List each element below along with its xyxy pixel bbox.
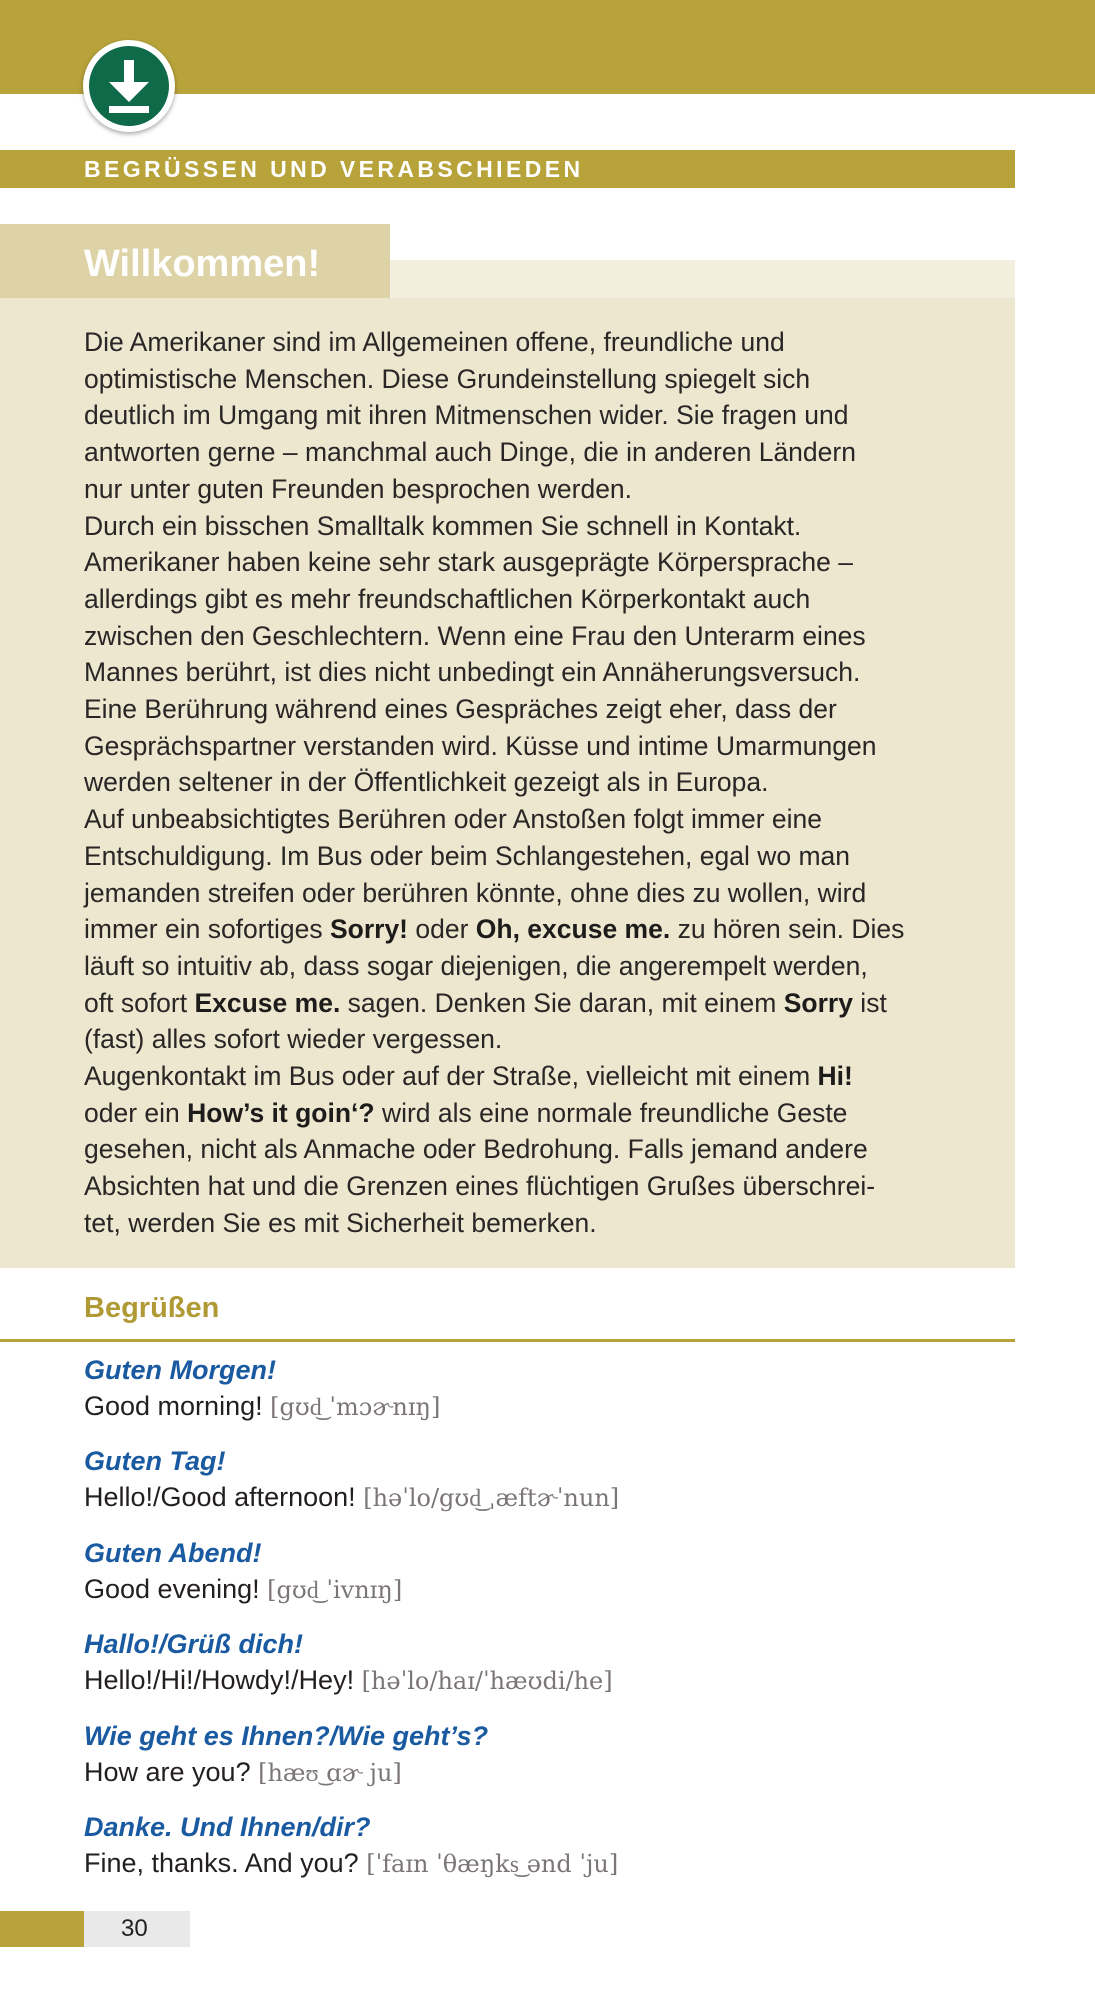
phrase-german: Guten Tag! [84, 1446, 226, 1476]
phrase-pronunciation: [həˈlo/gʊd͜ ˌæftɚˈnun] [363, 1484, 620, 1512]
body-text-run: Gesprächspartner verstanden wird. Küsse und intime Umarmungen [84, 730, 877, 761]
body-text-run: antworten gerne – manchmal auch Dinge, die in anderen Ländern [84, 437, 856, 468]
phrase-english-line [84, 1662, 984, 1699]
body-text-run: ist [852, 987, 887, 1018]
page-number-box [84, 1911, 190, 1947]
body-text-run: läuft so intuitiv ab, dass sogar diejenigen, die angerempelt werden, [84, 950, 868, 981]
body-text-run: immer ein sofortiges [84, 914, 330, 945]
body-text-run: Die Amerikaner sind im Allgemeinen offene, freundliche und [84, 327, 785, 357]
body-text-run: Amerikaner haben keine sehr stark ausgeprägte Körpersprache – [84, 547, 853, 578]
body-text-run: tet, werden Sie es mit Sicherheit bemerken. [84, 1207, 597, 1238]
phrase-pronunciation: [həˈlo/haɪ/ˈhæʊdi/he] [361, 1667, 613, 1695]
phrase-english: Hello!/Hi!/Howdy!/Hey! [84, 1665, 355, 1695]
welcome-header-strip [390, 260, 1015, 298]
body-text-run: werden seltener in der Öffentlichkeit gezeigt als in Europa. [84, 767, 769, 798]
emphasized-phrase: Hi! [817, 1061, 853, 1092]
welcome-info-box [0, 298, 1015, 1268]
body-text-run: allerdings gibt es mehr freundschaftlichen Körperkontakt auch [84, 583, 811, 614]
phrase-german: Wie geht es Ihnen?/Wie geht’s? [84, 1721, 489, 1751]
body-text-run: zwischen den Geschlechtern. Wenn eine Frau den Unterarm eines [84, 620, 866, 651]
body-text-run: jemanden streifen oder berühren könnte, ohne dies zu wollen, wird [84, 877, 867, 908]
emphasized-phrase: How’s it goin‘? [187, 1097, 375, 1128]
phrase-english-line [84, 1571, 984, 1608]
emphasized-phrase: Excuse me. [194, 987, 341, 1018]
download-arrow-icon[interactable] [83, 40, 175, 132]
phrase-item [84, 1352, 984, 1425]
phrase-english: Good evening! [84, 1574, 260, 1604]
emphasized-phrase: Oh, excuse me. [475, 914, 671, 945]
body-text-run: Eine Berührung während eines Gespräches zeigt eher, dass der [84, 694, 837, 725]
welcome-title: Willkommen! [84, 243, 321, 285]
section-title: BEGRÜSSEN UND VERABSCHIEDEN [84, 156, 584, 182]
phrase-english: Good morning! [84, 1391, 263, 1421]
body-text-run: oder [408, 914, 476, 945]
phrase-item [84, 1809, 984, 1882]
body-text-run: Durch ein bisschen Smalltalk kommen Sie schnell in Kontakt. [84, 510, 802, 541]
greetings-divider [0, 1339, 1015, 1342]
phrase-pronunciation: [ˈfaɪn ˈθæŋks͜ ənd ˈju] [366, 1850, 619, 1878]
body-text-run: wird als eine normale freundliche Geste [374, 1097, 848, 1128]
body-text-run: sagen. Denken Sie daran, mit einem [340, 987, 784, 1018]
phrase-item [84, 1535, 984, 1608]
phrase-english-line [84, 1754, 984, 1791]
footer-color-bar [0, 1911, 84, 1947]
body-text-run: Absichten hat und die Grenzen eines flüchtigen Grußes überschrei- [84, 1171, 876, 1202]
body-text-run: oder ein [84, 1097, 188, 1128]
phrase-english-line [84, 1845, 984, 1882]
body-text-run: Entschuldigung. Im Bus oder beim Schlangestehen, egal wo man [84, 840, 851, 871]
phrase-english-line [84, 1479, 984, 1516]
body-text-run: Augenkontakt im Bus oder auf der Straße, vielleicht mit einem [84, 1061, 818, 1092]
phrase-german: Danke. Und Ihnen/dir? [84, 1812, 371, 1842]
body-text-run: optimistische Menschen. Diese Grundeinstellung spiegelt sich [84, 363, 811, 394]
emphasized-phrase: Sorry! [329, 914, 409, 945]
phrase-english-line [84, 1388, 984, 1425]
body-text-run: Mannes berührt, ist dies nicht unbedingt ein Annäherungsversuch. [84, 657, 861, 688]
body-text-run: oft sofort [84, 987, 195, 1018]
body-text-run: (fast) alles sofort wieder vergessen. [84, 1024, 503, 1055]
greetings-heading: Begrüßen [84, 1292, 220, 1324]
body-text-run: zu hören sein. Dies [670, 914, 905, 945]
phrase-item [84, 1718, 984, 1791]
section-header-bar [0, 150, 1015, 188]
phrase-german: Guten Morgen! [84, 1355, 276, 1385]
phrase-english: Hello!/Good afternoon! [84, 1482, 356, 1512]
page-number: 30 [121, 1915, 148, 1942]
phrase-pronunciation: [gʊd͜ ˈmɔɚnɪŋ] [270, 1393, 441, 1421]
body-text-run: gesehen, nicht als Anmache oder Bedrohung. Falls jemand andere [84, 1134, 868, 1165]
phrase-pronunciation: [hæʊ͜ ɑɚ ju] [258, 1759, 402, 1787]
body-text-run: nur unter guten Freunden besprochen werden. [84, 473, 633, 504]
body-text-run: Auf unbeabsichtigtes Berühren oder Anstoßen folgt immer eine [84, 804, 823, 835]
welcome-title-tab [0, 224, 390, 298]
phrase-item [84, 1443, 984, 1516]
phrase-german: Guten Abend! [84, 1538, 262, 1568]
emphasized-phrase: Sorry [783, 987, 853, 1018]
phrase-english: Fine, thanks. And you? [84, 1848, 359, 1878]
phrase-english: How are you? [84, 1757, 251, 1787]
phrase-item [84, 1626, 984, 1699]
phrase-pronunciation: [gʊd͜ ˈivnɪŋ] [267, 1576, 403, 1604]
welcome-body-text [84, 324, 964, 1242]
body-text-run: deutlich im Umgang mit ihren Mitmenschen wider. Sie fragen und [84, 400, 849, 431]
phrase-german: Hallo!/Grüß dich! [84, 1629, 303, 1659]
